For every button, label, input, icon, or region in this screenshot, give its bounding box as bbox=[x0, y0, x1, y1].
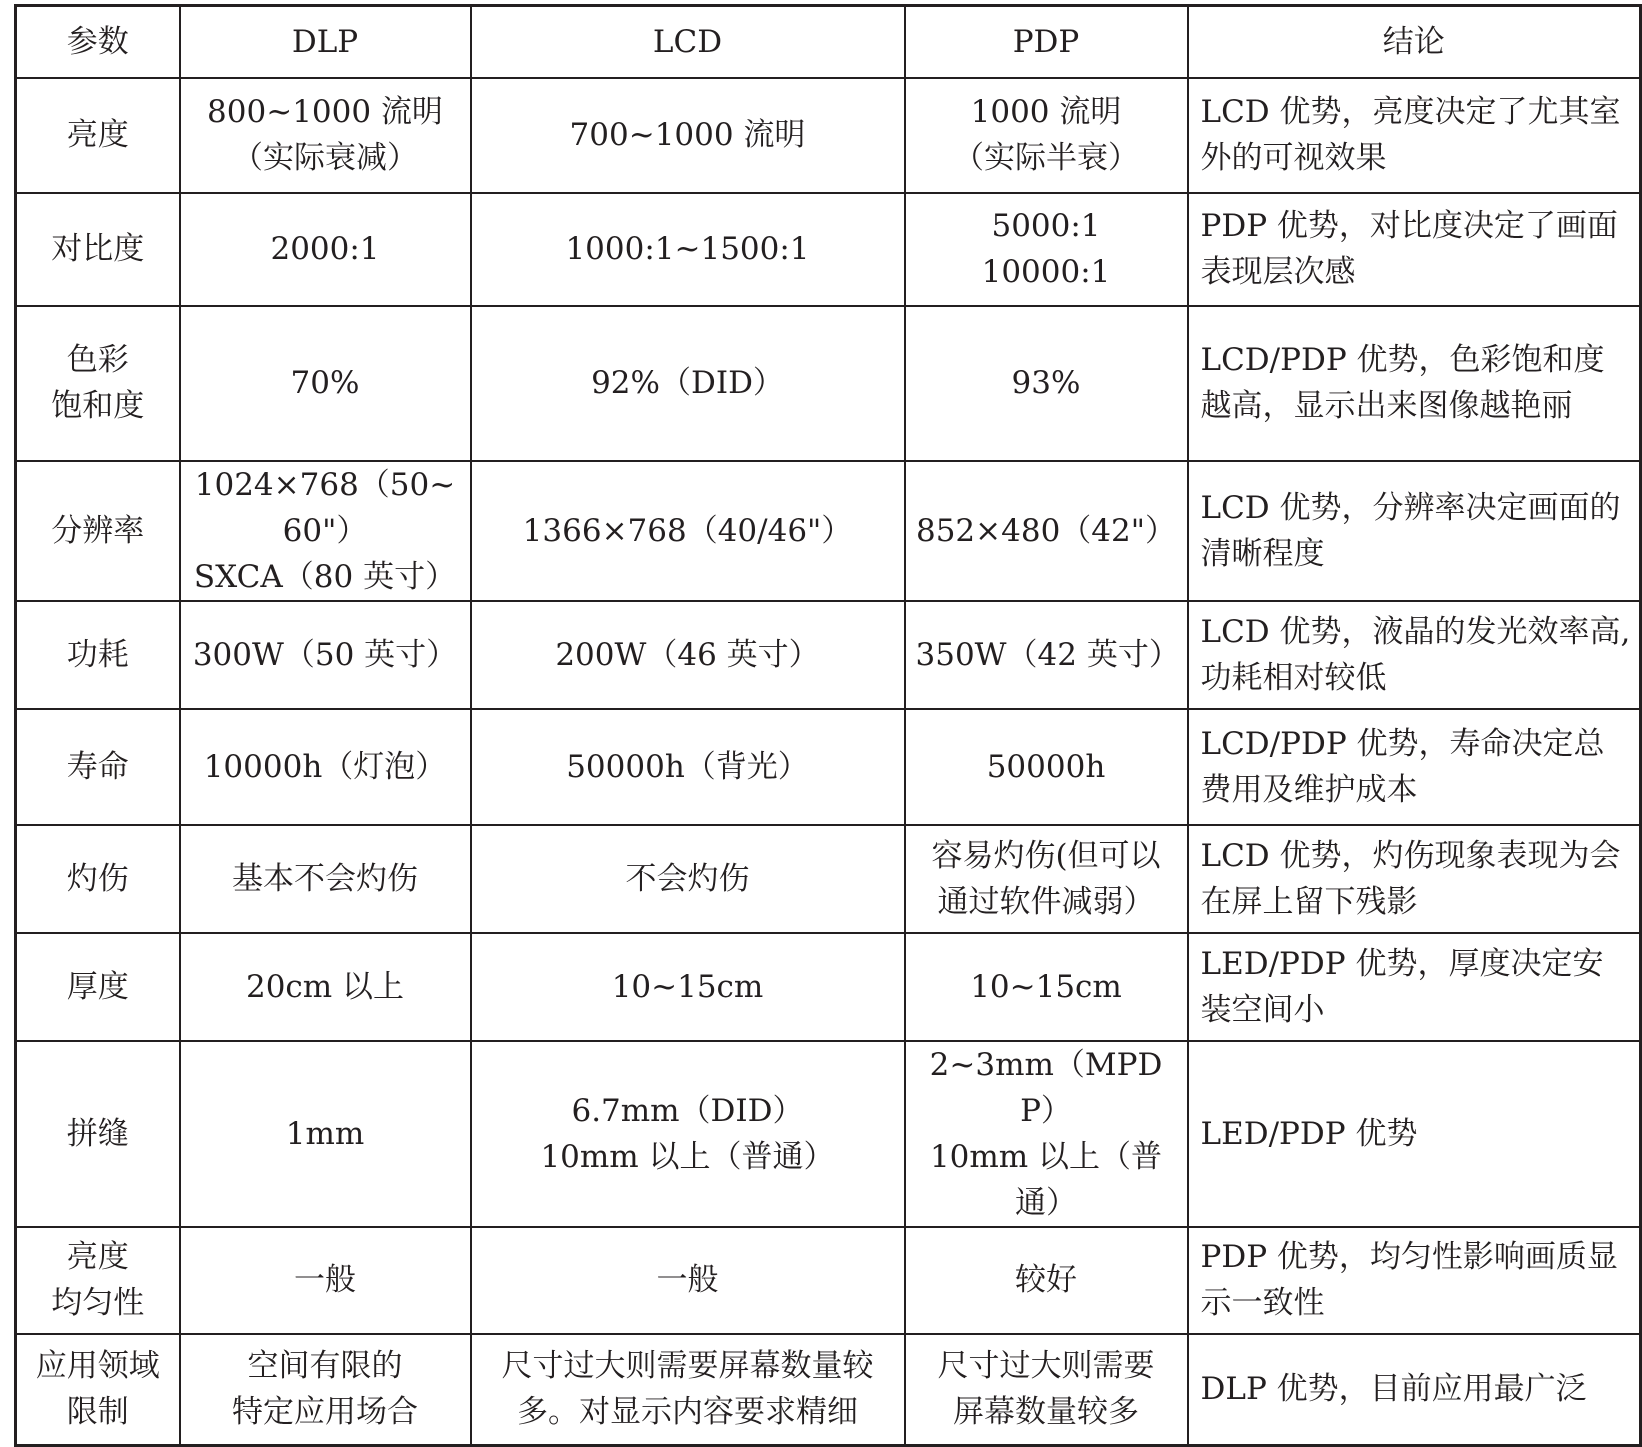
table-row bbox=[16, 1227, 1641, 1334]
param-cell: 分辨率 bbox=[16, 461, 180, 601]
header-lcd: LCD bbox=[471, 6, 905, 78]
lcd-cell: 6.7mm（DID） 10mm 以上（普通） bbox=[471, 1041, 905, 1227]
comparison-table-container bbox=[14, 4, 1639, 1447]
lcd-cell: 1366×768（40/46"） bbox=[471, 461, 905, 601]
pdp-cell: 93% bbox=[905, 306, 1188, 461]
lcd-cell: 200W（46 英寸） bbox=[471, 601, 905, 709]
table-row bbox=[16, 933, 1641, 1041]
pdp-cell: 2~3mm（MPDP） 10mm 以上（普通） bbox=[905, 1041, 1188, 1227]
header-row bbox=[16, 6, 1641, 78]
dlp-cell: 2000:1 bbox=[180, 193, 471, 306]
table-row bbox=[16, 1041, 1641, 1227]
table-row bbox=[16, 461, 1641, 601]
dlp-cell: 70% bbox=[180, 306, 471, 461]
conclusion-cell: PDP 优势，均匀性影响画质显示一致性 bbox=[1188, 1227, 1641, 1334]
dlp-cell: 1mm bbox=[180, 1041, 471, 1227]
conclusion-cell: DLP 优势，目前应用最广泛 bbox=[1188, 1334, 1641, 1446]
lcd-cell: 92%（DID） bbox=[471, 306, 905, 461]
lcd-cell: 1000:1~1500:1 bbox=[471, 193, 905, 306]
dlp-cell: 20cm 以上 bbox=[180, 933, 471, 1041]
comparison-table bbox=[14, 4, 1642, 1447]
conclusion-cell: PDP 优势，对比度决定了画面表现层次感 bbox=[1188, 193, 1641, 306]
header-param: 参数 bbox=[16, 6, 180, 78]
table-row bbox=[16, 709, 1641, 825]
lcd-cell: 10~15cm bbox=[471, 933, 905, 1041]
lcd-cell: 50000h（背光） bbox=[471, 709, 905, 825]
dlp-cell: 300W（50 英寸） bbox=[180, 601, 471, 709]
param-cell: 亮度 均匀性 bbox=[16, 1227, 180, 1334]
param-cell: 厚度 bbox=[16, 933, 180, 1041]
conclusion-cell: LCD 优势，液晶的发光效率高,功耗相对较低 bbox=[1188, 601, 1641, 709]
conclusion-cell: LCD 优势，灼伤现象表现为会在屏上留下残影 bbox=[1188, 825, 1641, 933]
pdp-cell: 50000h bbox=[905, 709, 1188, 825]
pdp-cell: 852×480（42"） bbox=[905, 461, 1188, 601]
header-pdp: PDP bbox=[905, 6, 1188, 78]
pdp-cell: 350W（42 英寸） bbox=[905, 601, 1188, 709]
table-row bbox=[16, 78, 1641, 193]
conclusion-cell: LCD 优势，分辨率决定画面的清晰程度 bbox=[1188, 461, 1641, 601]
table-row bbox=[16, 193, 1641, 306]
table-row bbox=[16, 825, 1641, 933]
dlp-cell: 基本不会灼伤 bbox=[180, 825, 471, 933]
dlp-cell: 800~1000 流明 （实际衰减） bbox=[180, 78, 471, 193]
param-cell: 对比度 bbox=[16, 193, 180, 306]
pdp-cell: 较好 bbox=[905, 1227, 1188, 1334]
param-cell: 亮度 bbox=[16, 78, 180, 193]
dlp-cell: 1024×768（50~60"） SXCA（80 英寸） bbox=[180, 461, 471, 601]
pdp-cell: 10~15cm bbox=[905, 933, 1188, 1041]
param-cell: 应用领域 限制 bbox=[16, 1334, 180, 1446]
dlp-cell: 一般 bbox=[180, 1227, 471, 1334]
param-cell: 寿命 bbox=[16, 709, 180, 825]
dlp-cell: 空间有限的 特定应用场合 bbox=[180, 1334, 471, 1446]
param-cell: 色彩 饱和度 bbox=[16, 306, 180, 461]
header-conclusion: 结论 bbox=[1188, 6, 1641, 78]
conclusion-cell: LCD/PDP 优势，色彩饱和度越高，显示出来图像越艳丽 bbox=[1188, 306, 1641, 461]
table-row bbox=[16, 1334, 1641, 1446]
dlp-cell: 10000h（灯泡） bbox=[180, 709, 471, 825]
lcd-cell: 尺寸过大则需要屏幕数量较多。对显示内容要求精细 bbox=[471, 1334, 905, 1446]
conclusion-cell: LED/PDP 优势，厚度决定安装空间小 bbox=[1188, 933, 1641, 1041]
header-dlp: DLP bbox=[180, 6, 471, 78]
conclusion-cell: LCD 优势，亮度决定了尤其室外的可视效果 bbox=[1188, 78, 1641, 193]
param-cell: 拼缝 bbox=[16, 1041, 180, 1227]
conclusion-cell: LCD/PDP 优势，寿命决定总费用及维护成本 bbox=[1188, 709, 1641, 825]
pdp-cell: 尺寸过大则需要 屏幕数量较多 bbox=[905, 1334, 1188, 1446]
lcd-cell: 700~1000 流明 bbox=[471, 78, 905, 193]
pdp-cell: 5000:1 10000:1 bbox=[905, 193, 1188, 306]
table-row bbox=[16, 601, 1641, 709]
pdp-cell: 1000 流明 （实际半衰） bbox=[905, 78, 1188, 193]
table-row bbox=[16, 306, 1641, 461]
param-cell: 功耗 bbox=[16, 601, 180, 709]
pdp-cell: 容易灼伤(但可以 通过软件减弱） bbox=[905, 825, 1188, 933]
param-cell: 灼伤 bbox=[16, 825, 180, 933]
lcd-cell: 不会灼伤 bbox=[471, 825, 905, 933]
conclusion-cell: LED/PDP 优势 bbox=[1188, 1041, 1641, 1227]
lcd-cell: 一般 bbox=[471, 1227, 905, 1334]
